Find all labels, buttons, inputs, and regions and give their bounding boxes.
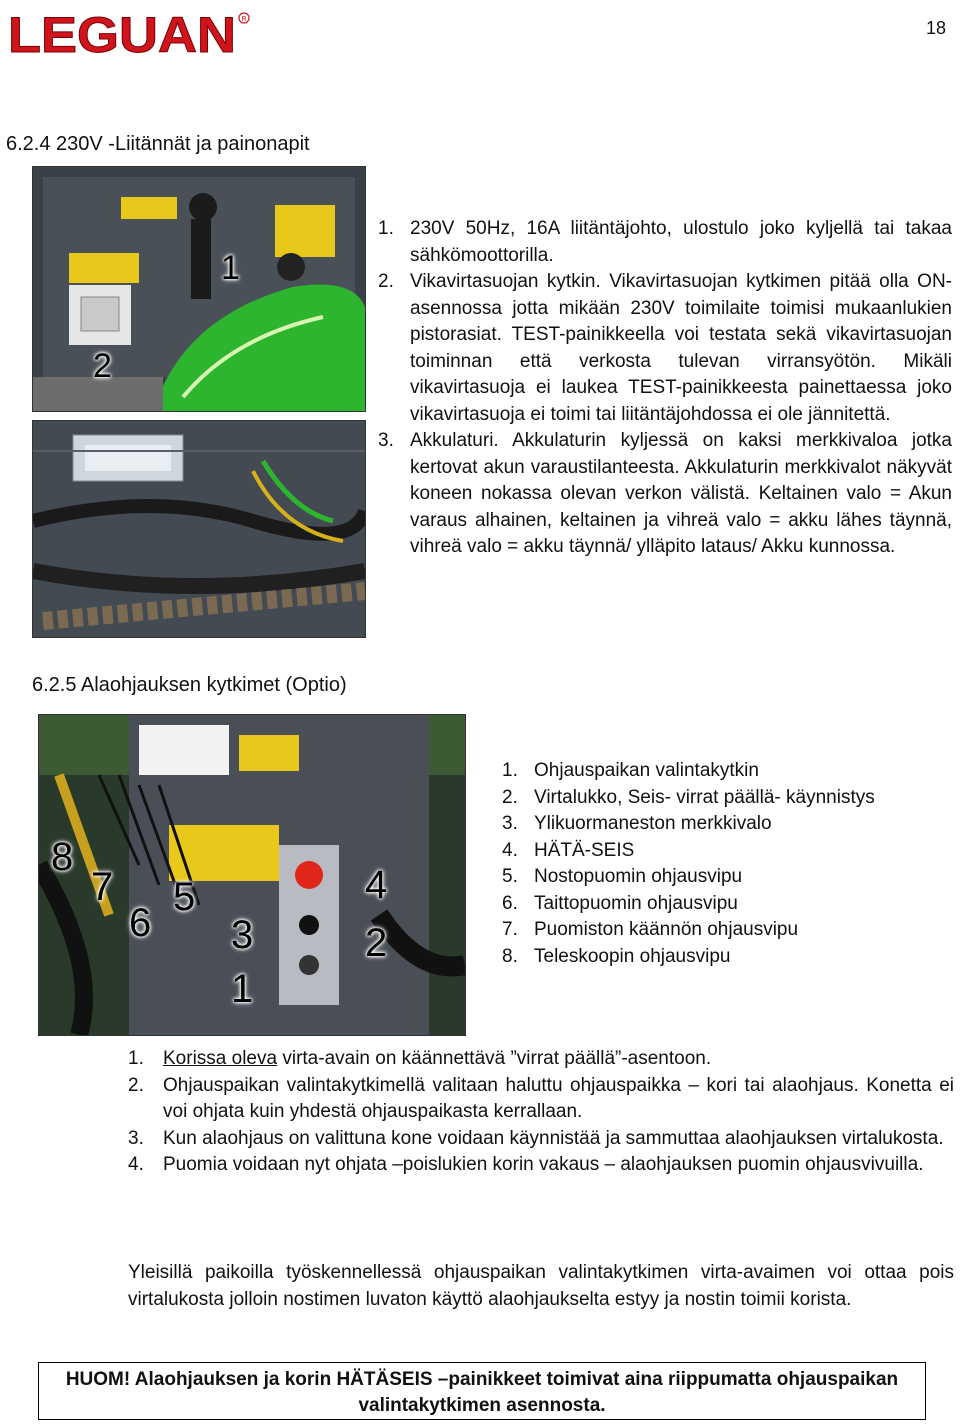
list-item: 3. Akkulaturi. Akkulaturin kyljessä on kaksi merkkivaloa jotka kertovat akun varaustilanteesta. Akkulaturin merkkivalot näkyvät koneen nokassa olevan verkon välistä. Keltainen valo = Akun varaus alhainen, keltainen ja vihreä valo = akku lähes täynnä, vihreä valo = akku täynnä/ ylläpito lataus/ Akku kunnossa. xyxy=(378,430,952,557)
list-item: 4. Puomia voidaan nyt ohjata –poislukien korin vakaus – alaohjauksen puomin ohjausvivuilla. xyxy=(128,1154,924,1175)
note-box: HUOM! Alaohjauksen ja korin HÄTÄSEIS –painikkeet toimivat aina riippumatta ohjauspaikan valintakytkimen asennosta. xyxy=(38,1362,926,1420)
photo-socket-panel xyxy=(32,166,366,412)
callout-2: 2 xyxy=(93,347,112,385)
leguan-logo xyxy=(6,10,250,58)
photo-control-box xyxy=(38,714,466,1036)
callout-4: 4 xyxy=(365,863,388,907)
section2-list xyxy=(502,758,875,970)
section-heading-624: 6.2.4 230V -Liitännät ja painonapit xyxy=(6,133,310,155)
list-item: 8. Teleskoopin ohjausvipu xyxy=(502,945,731,967)
page-number: 18 xyxy=(925,18,946,38)
callout-7: 7 xyxy=(91,865,114,909)
steps-list xyxy=(128,1046,954,1179)
logo-wordmark: LEGUAN xyxy=(8,10,236,58)
list-item: 3. Ylikuormaneston merkkivalo xyxy=(502,813,772,834)
callout-1: 1 xyxy=(221,249,240,287)
list-item: 3. Kun alaohjaus on valittuna kone voidaan käynnistää ja sammuttaa alaohjauksen virtalukosta. xyxy=(128,1127,944,1149)
callout-6: 6 xyxy=(129,901,152,945)
callout-2-lower: 2 xyxy=(365,921,388,965)
photo-battery-charger xyxy=(32,420,366,638)
svg-text:R: R xyxy=(241,16,247,23)
list-item: 7. Puomiston käännön ohjausvipu xyxy=(502,919,799,940)
callout-8: 8 xyxy=(51,835,74,879)
section1-list xyxy=(378,216,952,561)
callout-3: 3 xyxy=(231,913,254,957)
list-item: 2. Virtalukko, Seis- virrat päällä- käynnistys xyxy=(502,786,875,808)
list-item: 1. Ohjauspaikan valintakytkin xyxy=(502,760,759,781)
callout-5: 5 xyxy=(173,875,196,919)
callout-1-lower: 1 xyxy=(231,967,254,1011)
list-item: 1. 230V 50Hz, 16A liitäntäjohto, ulostulo joko kyljellä tai takaa sähkömoottorilla. xyxy=(378,218,952,266)
list-item: 2. Vikavirtasuojan kytkin. Vikavirtasuojan kytkimen pitää olla ON-asennossa jotta mikään 230V toimilaite toimisi mukaanlukien pistorasiat. TEST-painikkeella voi testata sekä vikavirtasuojan toiminnan että verkosta tulevan virransyötön. Mikäli vikavirtasuoja ei laukea TEST-painikkeesta painettaessa joko vikavirtasuoja ei toimi tai liitäntäjohdossa ei ole jännitettä. xyxy=(378,271,952,425)
list-item: 2. Ohjauspaikan valintakytkimellä valitaan haluttu ohjauspaikka – kori tai alaohjaus. Konetta ei voi ohjata kuin yhdestä ohjauspaikasta kerrallaan. xyxy=(128,1074,954,1122)
list-item: 1. Korissa oleva virta-avain on käännettävä ”virrat päällä”-asentoon. xyxy=(128,1048,712,1069)
paragraph-public-places: Yleisillä paikoilla työskennellessä ohjauspaikan valintakytkimen virta-avaimen voi ottaa pois virtalukosta jolloin nostimen luvaton käyttö alaohjaukselta estyy ja nostin toimii korista. xyxy=(128,1262,954,1310)
section-heading-625: 6.2.5 Alaohjauksen kytkimet (Optio) xyxy=(32,674,347,696)
list-item: 5. Nostopuomin ohjausvipu xyxy=(502,866,743,887)
list-item: 6. Taittopuomin ohjausvipu xyxy=(502,892,738,914)
list-item: 4. HÄTÄ-SEIS xyxy=(502,839,635,861)
